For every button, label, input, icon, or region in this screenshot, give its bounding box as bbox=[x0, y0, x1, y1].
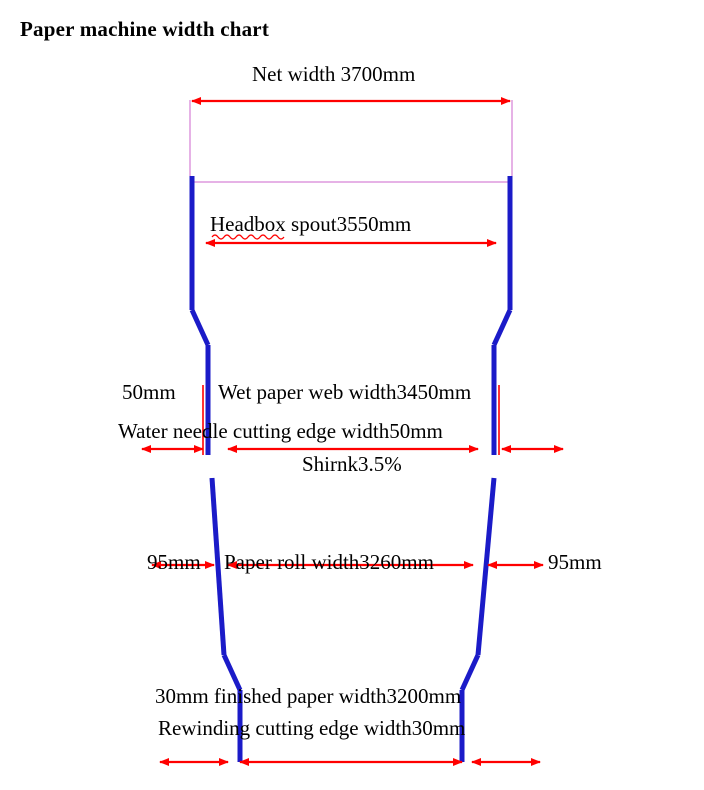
label-finished-paper-width: 30mm finished paper width3200mm bbox=[155, 684, 462, 708]
label-water-needle-trim: Water needle cutting edge width50mm bbox=[118, 419, 443, 443]
label-net-width: Net width 3700mm bbox=[252, 62, 416, 86]
guide-lines bbox=[190, 100, 512, 182]
page-title: Paper machine width chart bbox=[20, 17, 270, 41]
label-roll-left-edge: 95mm bbox=[147, 550, 201, 574]
label-paper-roll-width: Paper roll width3260mm bbox=[224, 550, 434, 574]
label-wet-web-width: Wet paper web width3450mm bbox=[218, 380, 472, 404]
label-rewinding-trim: Rewinding cutting edge width30mm bbox=[158, 716, 466, 740]
label-headbox-spout: Headbox spout3550mm bbox=[210, 212, 412, 236]
label-wet-web-left-edge: 50mm bbox=[122, 380, 176, 404]
label-shrink: Shirnk3.5% bbox=[302, 452, 402, 476]
label-roll-right-edge: 95mm bbox=[548, 550, 602, 574]
